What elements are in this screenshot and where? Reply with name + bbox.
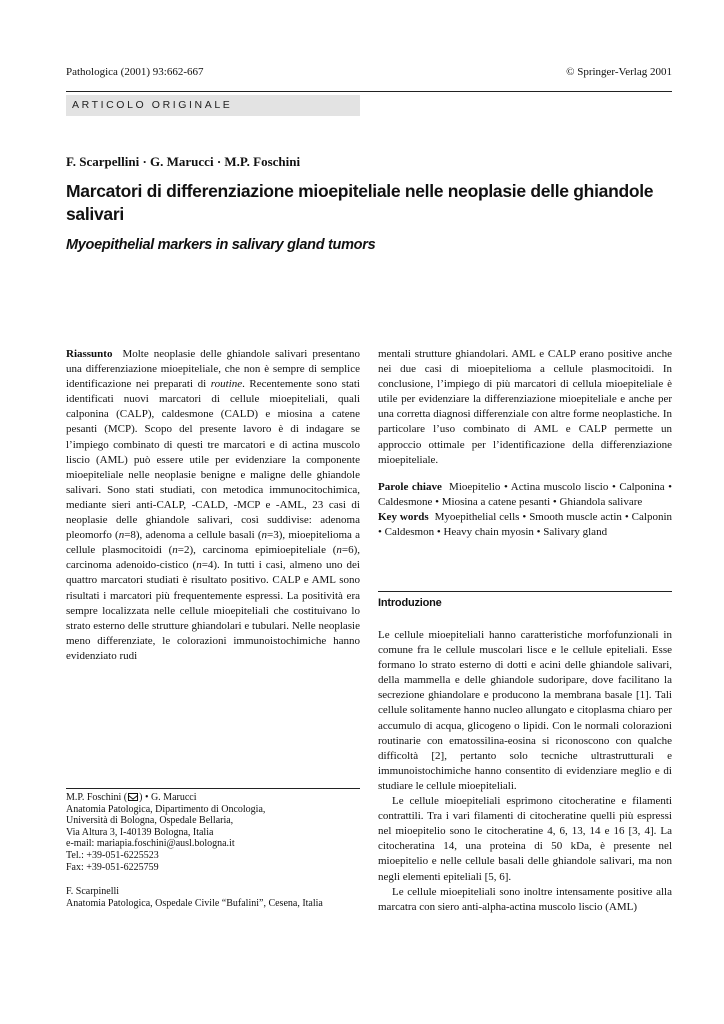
header-rule (66, 91, 672, 92)
n-variable: n (261, 529, 268, 542)
second-author-affiliation: Anatomia Patologica, Ospedale Civile “Bufalini”, Cesena, Italia (66, 897, 323, 909)
introduction-rule (378, 591, 672, 592)
abstract-text: Molte neoplasie delle ghiandole salivari presentano una differenziazione mioepiteliale, che non è sempre di semplice identificazione nei preparati di (66, 348, 361, 391)
affiliation-line: Università di Bologna, Ospedale Bellaria, (66, 815, 234, 827)
author-name: M.P. Foschini ( (66, 792, 128, 803)
n-variable: n (196, 559, 202, 572)
abstract-text: =4). In tutti i casi, almeno uno dei quattro marcatori studiati è risultato positivo. CALP e AML sono risultati i marcatori più frequentemente espressi. La positività era sempre localizzata nelle cellule mioepiteliali che costituivano lo strato esterno delle strutture ghiandolari e tubulari. Nelle neoplasie meno differenziate, le colorazioni immunoistochimiche hanno evidenziato rudi (66, 559, 360, 662)
introduction-paragraph-3: Le cellule mioepiteliali sono inoltre intensamente positive alla marcatra con siero anti-alpha-actina muscolo liscio (AML) (378, 885, 672, 913)
introduction-paragraph-2: Le cellule mioepiteliali esprimono citocheratine e filamenti contrattili. Tra i vari filamenti di citocheratine quelli più espressi nel mioepitelio sono le citocheratine 4, 6, 13, 14 e 16 [3, 4]. La citocheratina 14, una proteina di 50 kDa, è presente nel mioepitelio e nelle cellule basali delle ghiandole salivari, ma non negli elementi epiteliali [5, 6]. (378, 795, 672, 883)
article-subtitle: Myoepithelial markers in salivary gland tumors (66, 237, 376, 253)
journal-citation: Pathologica (2001) 93:662-667 (66, 66, 204, 78)
abstract-left-column (66, 347, 360, 664)
introduction-body (378, 628, 672, 915)
n-variable: n (336, 544, 342, 557)
keywords-en-label: Key words (378, 510, 429, 523)
abstract-right-column (378, 347, 672, 540)
author-name: ) • G. Marucci (139, 792, 197, 803)
fax-line: Fax: +39-051-6225759 (66, 861, 159, 873)
introduction-heading: Introduzione (378, 597, 442, 609)
keywords-en (378, 510, 672, 540)
abstract-text: . Recentemente sono stati identificati nuovi marcatori di cellule mioepiteliali, quali calponina (CALP), caldesmone (CALD) e miosina a catene pesanti (MCP). Scopo del presente lavoro è di indagare se l’impiego combinato di questi tre marcatori e di actina muscolo liscio (AML) può essere utile per evidenziare la componente mioepiteliale nelle neoplasie benigne e maligne delle ghiandole salivari. Sono stati studiati, con metodica immunocitochimica, mediante sieri anti-CALP, -CALD, -MCP e -AML, 23 casi di neoplasie delle ghiandole salivari, così suddivise: adenoma pleomorfo ( (66, 378, 360, 542)
correspondence-names (66, 792, 366, 804)
abstract-text: =3), mioepitelioma a cellule plasmocitoidi ( (66, 529, 360, 557)
correspondence-block (66, 792, 366, 909)
keywords-it-label: Parole chiave (378, 480, 442, 493)
affiliation-line: Anatomia Patologica, Dipartimento di Oncologia, (66, 803, 266, 815)
keywords-en-text: Myoepithelial cells • Smooth muscle actin • Calponin • Caldesmon • Heavy chain myosin • Salivary gland (378, 510, 673, 539)
footnote-rule (66, 788, 360, 789)
keywords-it (378, 480, 672, 510)
article-title: Marcatori di differenziazione mioepiteliale nelle neoplasie delle ghiandole salivari (66, 181, 654, 224)
address-line: Via Altura 3, I-40139 Bologna, Italia (66, 826, 214, 838)
abstract-text: =2), carcinoma epimioepiteliale ( (177, 544, 337, 557)
email-line: e-mail: mariapia.foschini@ausl.bologna.it (66, 838, 235, 850)
abstract-text: =6), carcinoma adenoido-cistico ( (66, 544, 360, 572)
abstract-text: =8), adenoma a cellule basali ( (124, 529, 262, 542)
abstract-label: Riassunto (66, 348, 113, 360)
keywords-it-text: Mioepitelio • Actina muscolo liscio • Calponina • Caldesmone • Miosina a catene pesanti • Ghiandola salivare (378, 480, 673, 508)
publisher-copyright: © Springer-Verlag 2001 (566, 66, 672, 78)
introduction-paragraph-1: Le cellule mioepiteliali hanno caratteristiche morfofunzionali in comune fra le cellule muscolari lisce e le cellule epiteliali. Esse formano lo strato esterno di dotti e acini delle ghiandole salivari, della mammella e delle ghiandole sudoripare, dove facilitano la secrezione ghiandolare e producono la membrana basale [1]. Tali cellule solitamente hanno nucleo allungato e citoplasma chiaro per accumulo di acqua, glicogeno o lipidi. Con le normali colorazioni routinarie con ematossilina-eosina si riconoscono con qualche difficoltà [2], pertanto solo tecniche ultrastrutturali e immunoistochimiche hanno consentito di evidenziare meglio e di studiare le cellule mioepiteliali. (378, 629, 672, 792)
n-variable: n (118, 529, 125, 542)
abstract-emphasis: routine (210, 378, 243, 391)
authors: F. Scarpellini · G. Marucci · M.P. Foschini (66, 154, 301, 169)
section-label: ARTICOLO ORIGINALE (66, 95, 360, 116)
abstract-continuation: mentali strutture ghiandolari. AML e CALP erano positive anche nei due casi di mioepitelioma a cellule plasmocitoidi. In conclusione, l’impiego di più marcatori di cellula mioepiteliale è utile per evidenziare la differenziazione mioepiteliale e anche per una corretta diagnosi differenziale con altre forme neoplastiche. In particolare l’uso combinato di AML e CALP permette un approccio ottimale per l’identificazione della differenziazione mioepiteliale. (378, 348, 672, 466)
abstract-paragraph (66, 347, 360, 664)
second-author-name: F. Scarpinelli (66, 886, 120, 898)
n-variable: n (172, 544, 178, 557)
spacer (66, 873, 366, 886)
phone-line: Tel.: +39-051-6225523 (66, 849, 159, 861)
envelope-icon (128, 793, 138, 801)
